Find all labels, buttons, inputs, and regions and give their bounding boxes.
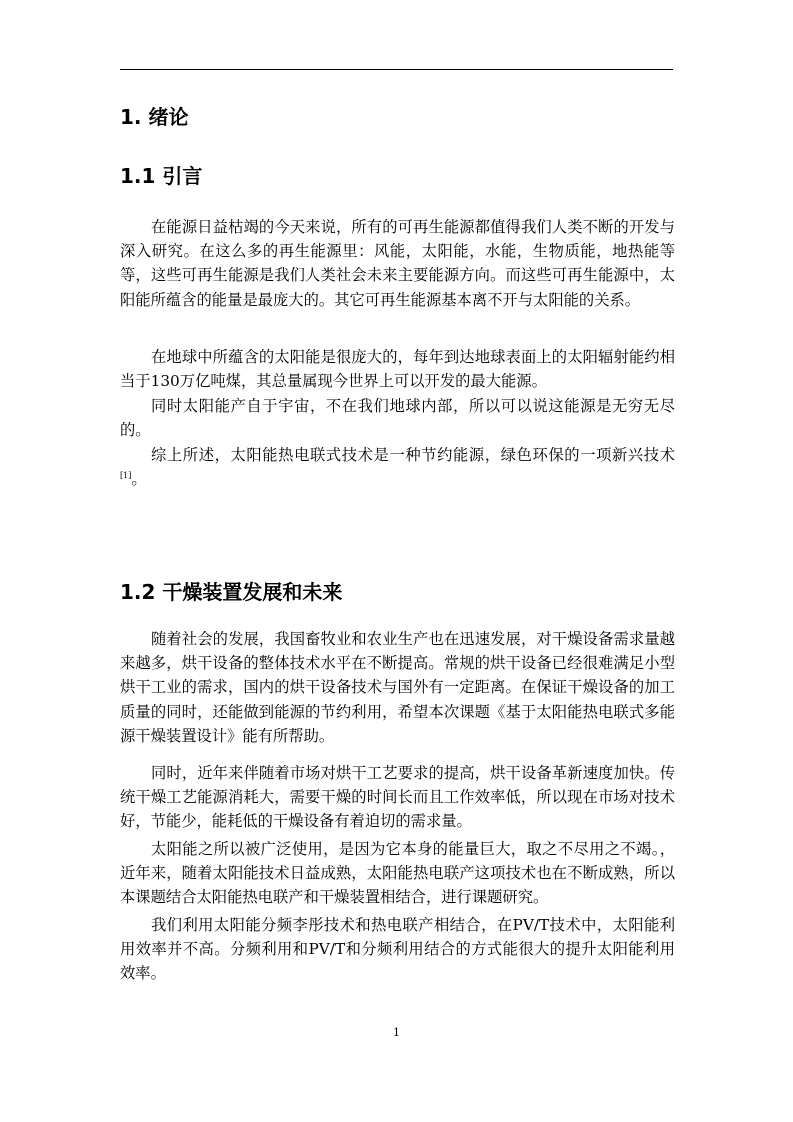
intro-paragraph-4: [120, 443, 675, 491]
section-heading-drying: 1.2 干燥装置发展和未来: [120, 580, 343, 604]
intro-paragraph-3: 同时太阳能产自于宇宙，不在我们地球内部，所以可以说这能源是无穷无尽的。: [120, 397, 675, 440]
drying-paragraph-2: 同时，近年来伴随着市场对烘干工艺要求的提高，烘干设备革新速度加快。传统干燥工艺能源消耗大，需要干燥的时间长而且工作效率低，所以现在市场对技术好，节能少，能耗低的干燥设备有着迫切的需求量。: [120, 764, 675, 831]
header-rule: [120, 69, 673, 70]
section-heading-intro: 1.1 引言: [120, 164, 203, 188]
citation-marker: [1]: [120, 471, 132, 481]
intro-paragraph-4-text: 综上所述，太阳能热电联式技术是一种节约能源，绿色环保的一项新兴技术: [151, 446, 675, 464]
drying-paragraph-4: 我们利用太阳能分频李彤技术和热电联产相结合，在PV/T技术中，太阳能利用效率并不高。分频利用和PV/T和分频利用结合的方式能很大的提升太阳能利用效率。: [120, 916, 675, 983]
intro-paragraph-1: 在能源日益枯竭的今天来说，所有的可再生能源都值得我们人类不断的开发与深入研究。在这么多的再生能源里：风能，太阳能，水能，生物质能，地热能等等，这些可再生能源是我们人类社会未来主要能源方向。而这些可再生能源中，太阳能所蕴含的能量是最庞大的。其它可再生能源基本离不开与太阳能的关系。: [120, 218, 675, 309]
page-number: 1: [393, 1026, 400, 1039]
drying-paragraph-3: 太阳能之所以被广泛使用，是因为它本身的能量巨大，取之不尽用之不竭。，近年来，随着太阳能技术日益成熟，太阳能热电联产这项技术也在不断成熟，所以本课题结合太阳能热电联产和干燥装置相结合，进行课题研究。: [120, 840, 675, 907]
chapter-heading: 1. 绪论: [120, 105, 189, 129]
intro-paragraph-4-end: 。: [131, 470, 147, 489]
intro-paragraph-2: 在地球中所蕴含的太阳能是很庞大的，每年到达地球表面上的太阳辐射能约相当于130万亿吨煤，其总量属现今世界上可以开发的最大能源。: [120, 348, 675, 391]
drying-paragraph-1: 随着社会的发展，我国畜牧业和农业生产也在迅速发展，对干燥设备需求量越来越多，烘干设备的整体技术水平在不断提高。常规的烘干设备已经很难满足小型烘干工业的需求，国内的烘干设备技术与国外有一定距离。在保证干燥设备的加工质量的同时，还能做到能源的节约利用，希望本次课题《基于太阳能热电联式多能源干燥装置设计》能有所帮助。: [120, 630, 675, 745]
